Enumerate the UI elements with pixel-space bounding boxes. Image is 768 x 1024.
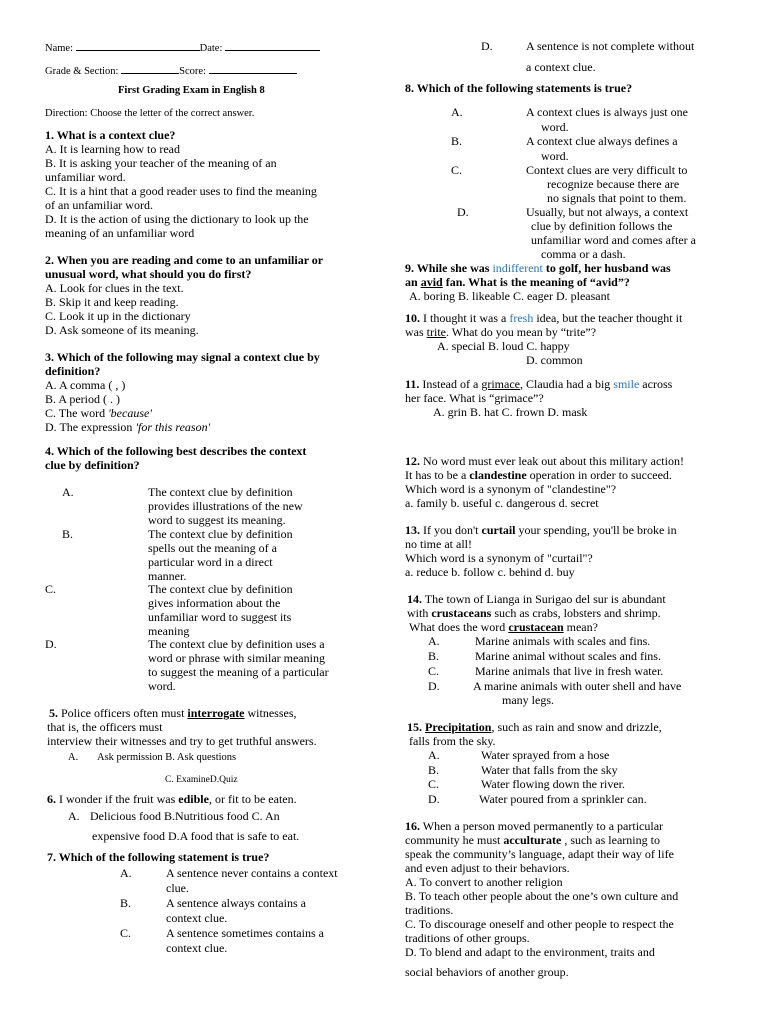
q8-option-d-l3: unfamiliar word and comes after a (531, 233, 696, 247)
q16-number: 16. (405, 819, 420, 833)
q7-letter-c[interactable]: C. (120, 926, 132, 940)
q14-option-d-cont: many legs. (502, 693, 554, 707)
q14-keyword: crustaceans (431, 606, 492, 620)
q13-keyword: curtail (481, 523, 516, 537)
q6-options-l1[interactable]: Delicious food B.Nutritious food C. An (90, 809, 280, 823)
q12-options[interactable]: a. family b. useful c. dangerous d. secret (405, 496, 599, 510)
q16-option-d-cont: social behaviors of another group. (405, 965, 569, 979)
q1-stem: 1. What is a context clue? (45, 128, 176, 142)
q9-stem-l2 (405, 275, 630, 289)
q16-stem-l4: and even adjust to their behaviors. (405, 861, 570, 875)
grade-blank[interactable] (121, 62, 179, 74)
q8-letter-a[interactable]: A. (451, 105, 463, 119)
q16-text-l1: When a person moved permanently to a particular (420, 819, 664, 833)
q14-option-c[interactable]: Marine animals that live in fresh water. (475, 664, 664, 678)
q9-keyword: indifferent (492, 261, 543, 275)
q14-letter-a[interactable]: A. (428, 634, 440, 648)
q11-stem (405, 377, 672, 391)
q3-option-c-italic: 'because' (108, 406, 152, 420)
q13-number: 13. (405, 523, 420, 537)
q16-option-a[interactable]: A. To convert to another religion (405, 875, 563, 889)
q1-option-d[interactable]: D. It is the action of using the dictionary to look up the (45, 212, 309, 226)
q15-number: 15. (407, 720, 422, 734)
q4-letter-d[interactable]: D. (45, 637, 57, 651)
q9-text-l2-post: fan. What is the meaning of “avid”? (442, 275, 630, 289)
q4-option-a-l3: word to suggest its meaning. (148, 513, 286, 527)
q7-option-d-l2: a context clue. (526, 60, 596, 74)
q7-option-a-l2: clue. (166, 881, 189, 895)
q12-text-l1: No word must ever leak out about this military action! (420, 454, 684, 468)
q3-stem-cont: definition? (45, 364, 101, 378)
q10-number: 10. (405, 311, 420, 325)
q11-stem-l2: her face. What is “grimace”? (405, 391, 544, 405)
q1-option-b[interactable]: B. It is asking your teacher of the meaning of an (45, 156, 277, 170)
q5-letter-a[interactable]: A. (68, 752, 79, 763)
q6-stem (47, 792, 297, 806)
q6-text-post: , or fit to be eaten. (208, 792, 297, 806)
q6-letter-a[interactable]: A. (68, 809, 80, 823)
name-label: Name: (45, 43, 73, 54)
q14-text-l2-post: such as crabs, lobsters and shrimp. (491, 606, 661, 620)
q9-text-l2-pre: an (405, 275, 421, 289)
q16-keyword: acculturate (503, 833, 562, 847)
q6-keyword: edible (178, 792, 209, 806)
q7-option-d-l1[interactable]: A sentence is not complete without (526, 39, 695, 53)
q2-option-b[interactable]: B. Skip it and keep reading. (45, 295, 179, 309)
q8-option-d-l2: clue by definition follows the (531, 219, 673, 233)
q15-text-post: , such as rain and snow and drizzle, (491, 720, 662, 734)
q11-options[interactable]: A. grin B. hat C. frown D. mask (433, 405, 588, 419)
q15-option-c[interactable]: Water flowing down the river. (481, 777, 625, 791)
q9-keyword-avid: avid (420, 275, 443, 289)
q2-option-d[interactable]: D. Ask someone of its meaning. (45, 323, 199, 337)
q3-option-d[interactable] (45, 420, 210, 434)
q15-letter-d[interactable]: D. (428, 792, 440, 806)
q13-options[interactable]: a. reduce b. follow c. behind d. buy (405, 565, 575, 579)
q7-option-a-l1[interactable]: A sentence never contains a context (166, 866, 338, 880)
q15-option-d[interactable]: Water poured from a sprinkler can. (479, 792, 647, 806)
q2-stem: 2. When you are reading and come to an unfamiliar or (45, 253, 324, 267)
q16-text-l2-pre: community he must (405, 833, 504, 847)
q4-stem: 4. Which of the following best describes the context (45, 444, 307, 458)
q14-letter-d[interactable]: D. (428, 679, 440, 693)
q14-number: 14. (407, 592, 422, 606)
q12-text-l2-post: operation in order to succeed. (526, 468, 672, 482)
q5-keyword: interrogate (187, 706, 245, 720)
q8-option-d-l4: comma or a dash. (541, 247, 626, 261)
q13-stem-l2: no time at all! (405, 537, 472, 551)
q5-options-cd[interactable]: C. ExamineD.Quiz (165, 775, 238, 785)
q4-option-a-l2: provides illustrations of the new (148, 499, 303, 513)
q8-option-d-l1[interactable]: Usually, but not always, a context (526, 205, 689, 219)
q10-keyword-trite: trite (426, 325, 446, 339)
q8-option-c-l3: no signals that point to them. (547, 191, 687, 205)
q16-option-d[interactable]: D. To blend and adapt to the environment, traits and (405, 945, 655, 959)
q1-option-c-cont: of an unfamiliar word. (45, 198, 153, 212)
q16-stem-l3: speak the community’s language, adapt their way of life (405, 847, 674, 861)
q13-text-pre: If you don't (420, 523, 482, 537)
q14-stem-l3 (409, 620, 598, 634)
q11-text-post: across (639, 377, 673, 391)
q10-text-l2-post: . What do you mean by “trite”? (446, 325, 597, 339)
grade-field[interactable] (45, 62, 297, 79)
q3-option-c[interactable] (45, 406, 152, 420)
q9-stem (405, 261, 671, 275)
q10-stem-l2 (405, 325, 596, 339)
q2-option-c[interactable]: C. Look it up in the dictionary (45, 309, 191, 323)
q16-option-b[interactable]: B. To teach other people about the one’s own culture and (405, 889, 679, 903)
q7-stem: 7. Which of the following statement is true? (47, 850, 270, 864)
q14-stem-l2 (407, 606, 661, 620)
q4-letter-b[interactable]: B. (62, 527, 74, 541)
q7-letter-a[interactable]: A. (120, 866, 132, 880)
q3-option-d-text: D. The expression (45, 420, 136, 434)
q8-letter-d[interactable]: D. (457, 205, 469, 219)
q8-stem: 8. Which of the following statements is true? (405, 81, 633, 95)
q14-text-l3-post: mean? (563, 620, 598, 634)
q11-number: 11. (405, 377, 420, 391)
q8-option-c-l1[interactable]: Context clues are very difficult to (526, 163, 688, 177)
q11-text-mid: , Claudia had a big (519, 377, 614, 391)
q3-option-d-italic: 'for this reason' (135, 420, 211, 434)
q1-option-a[interactable]: A. It is learning how to read (45, 142, 180, 156)
q8-letter-c[interactable]: C. (451, 163, 463, 177)
q8-option-c-l2: recognize because there are (547, 177, 680, 191)
q16-text-l2-post: , such as learning to (561, 833, 660, 847)
q16-stem (405, 819, 663, 833)
q11-text-pre: Instead of a (419, 377, 482, 391)
q3-option-c-text: C. The word (45, 406, 109, 420)
q8-option-b-l1[interactable]: A context clue always defines a (526, 134, 678, 148)
q5-text-pre: Police officers often must (58, 706, 188, 720)
q16-stem-l2 (405, 833, 660, 847)
q4-option-b-l2: spells out the meaning of a (148, 541, 277, 555)
q10-stem (405, 311, 682, 325)
q16-option-c-cont: traditions of other groups. (405, 931, 530, 945)
q4-option-c-l2: gives information about the (148, 596, 281, 610)
q7-option-c-l2: context clue. (166, 941, 228, 955)
q12-stem-l3: Which word is a synonym of "clandestine"? (405, 482, 617, 496)
q14-letter-c[interactable]: C. (428, 664, 440, 678)
q12-stem-l2 (405, 468, 672, 482)
q10-options-l2[interactable]: D. common (526, 353, 583, 367)
q1-option-c[interactable]: C. It is a hint that a good reader uses to find the meaning (45, 184, 317, 198)
q4-option-d-l3: to suggest the meaning of a particular (148, 665, 329, 679)
q7-letter-b[interactable]: B. (120, 896, 132, 910)
q12-keyword: clandestine (469, 468, 527, 482)
q13-stem-l3: Which word is a synonym of "curtail"? (405, 551, 593, 565)
q15-letter-b[interactable]: B. (428, 763, 440, 777)
q14-stem (407, 592, 666, 606)
q15-stem (407, 720, 662, 734)
direction: Direction: Choose the letter of the correct answer. (45, 108, 255, 119)
q4-option-d-l1[interactable]: The context clue by definition uses a (148, 637, 325, 651)
q10-text-post: idea, but the teacher thought it (533, 311, 683, 325)
q14-option-a[interactable]: Marine animals with scales and fins. (475, 634, 651, 648)
q3-option-b[interactable]: B. A period ( . ) (45, 392, 120, 406)
q7-option-b-l2: context clue. (166, 911, 228, 925)
q15-keyword: Precipitation (425, 720, 492, 734)
name-field[interactable] (45, 39, 320, 56)
q14-option-d[interactable]: A marine animals with outer shell and have (473, 679, 682, 693)
q14-option-b[interactable]: Marine animal without scales and fins. (475, 649, 661, 663)
q5-stem-l3: interview their witnesses and try to get truthful answers. (47, 734, 317, 748)
q15-stem-l2: falls from the sky. (409, 734, 496, 748)
score-label: Score: (179, 66, 206, 77)
q4-option-d-l2: word or phrase with similar meaning (148, 651, 325, 665)
q5-text-post: witnesses, (244, 706, 297, 720)
q2-stem-cont: unusual word, what should you do first? (45, 267, 252, 281)
q8-letter-b[interactable]: B. (451, 134, 463, 148)
q15-letter-a[interactable]: A. (428, 748, 440, 762)
name-blank[interactable] (76, 39, 200, 51)
q4-option-c-l3: unfamiliar word to suggest its (148, 610, 292, 624)
q14-text-l2-pre: with (407, 606, 432, 620)
q13-stem (405, 523, 677, 537)
q10-options-l1[interactable]: A. special B. loud C. happy (437, 339, 570, 353)
q14-text-l3-pre: What does the word (409, 620, 509, 634)
q13-text-post: your spending, you'll be broke in (515, 523, 677, 537)
q11-keyword-grimace: grimace (481, 377, 520, 391)
q8-option-b-l2: word. (541, 149, 569, 163)
q7-letter-d[interactable]: D. (481, 39, 493, 53)
q4-option-a-l1[interactable]: The context clue by definition (148, 485, 293, 499)
q15-letter-c[interactable]: C. (428, 777, 440, 791)
q4-option-b-l1[interactable]: The context clue by definition (148, 527, 293, 541)
q4-option-b-l4: manner. (148, 569, 187, 583)
q8-option-a-l2: word. (541, 120, 569, 134)
q4-option-b-l3: particular word in a direct (148, 555, 273, 569)
grade-label: Grade & Section: (45, 66, 119, 77)
q4-option-c-l4: meaning (148, 624, 190, 638)
q9-options[interactable]: A. boring B. likeable C. eager D. pleasant (409, 289, 610, 303)
q5-number: 5. (49, 706, 58, 720)
q4-stem-cont: clue by definition? (45, 458, 140, 472)
q11-keyword-smile: smile (613, 377, 640, 391)
q6-number: 6. (47, 792, 56, 806)
q14-keyword-underlined: crustacean (508, 620, 564, 634)
q4-option-d-l4: word. (148, 679, 176, 693)
q10-keyword-fresh: fresh (509, 311, 534, 325)
q9-text-pre: 9. While she was (405, 261, 493, 275)
q1-option-d-cont: meaning of an unfamiliar word (45, 226, 195, 240)
q14-letter-b[interactable]: B. (428, 649, 440, 663)
q12-number: 12. (405, 454, 420, 468)
q12-text-l2-pre: It has to be a (405, 468, 470, 482)
q15-option-b[interactable]: Water that falls from the sky (481, 763, 618, 777)
q4-option-c-l1[interactable]: The context clue by definition (148, 582, 293, 596)
q16-option-c[interactable]: C. To discourage oneself and other people to respect the (405, 917, 674, 931)
date-blank[interactable] (225, 39, 320, 51)
score-blank[interactable] (209, 62, 297, 74)
q3-stem: 3. Which of the following may signal a context clue by (45, 350, 320, 364)
q10-text-pre: I thought it was a (420, 311, 510, 325)
q8-option-a-l1[interactable]: A context clues is always just one (526, 105, 688, 119)
q14-text-l1: The town of Lianga in Surigao del sur is abundant (422, 592, 666, 606)
q12-stem (405, 454, 684, 468)
q16-option-b-cont: traditions. (405, 903, 454, 917)
q5-options-ab[interactable]: Ask permission B. Ask questions (97, 752, 237, 763)
date-label: Date: (199, 43, 223, 54)
q4-letter-a[interactable]: A. (62, 485, 74, 499)
q5-stem (49, 706, 297, 720)
q10-text-l2-pre: was (405, 325, 427, 339)
q7-option-b-l1[interactable]: A sentence always contains a (166, 896, 306, 910)
exam-title: First Grading Exam in English 8 (118, 85, 265, 96)
q6-text-pre: I wonder if the fruit was (56, 792, 179, 806)
q7-option-c-l1[interactable]: A sentence sometimes contains a (166, 926, 324, 940)
q5-stem-l2: that is, the officers must (47, 720, 163, 734)
q2-option-a[interactable]: A. Look for clues in the text. (45, 281, 184, 295)
q1-option-b-cont: unfamiliar word. (45, 170, 126, 184)
q15-option-a[interactable]: Water sprayed from a hose (481, 748, 610, 762)
q9-text-post: to golf, her husband was (542, 261, 671, 275)
q4-letter-c[interactable]: C. (45, 582, 57, 596)
q3-option-a[interactable]: A. A comma ( , ) (45, 378, 126, 392)
q6-options-l2[interactable]: expensive food D.A food that is safe to eat. (92, 829, 300, 843)
